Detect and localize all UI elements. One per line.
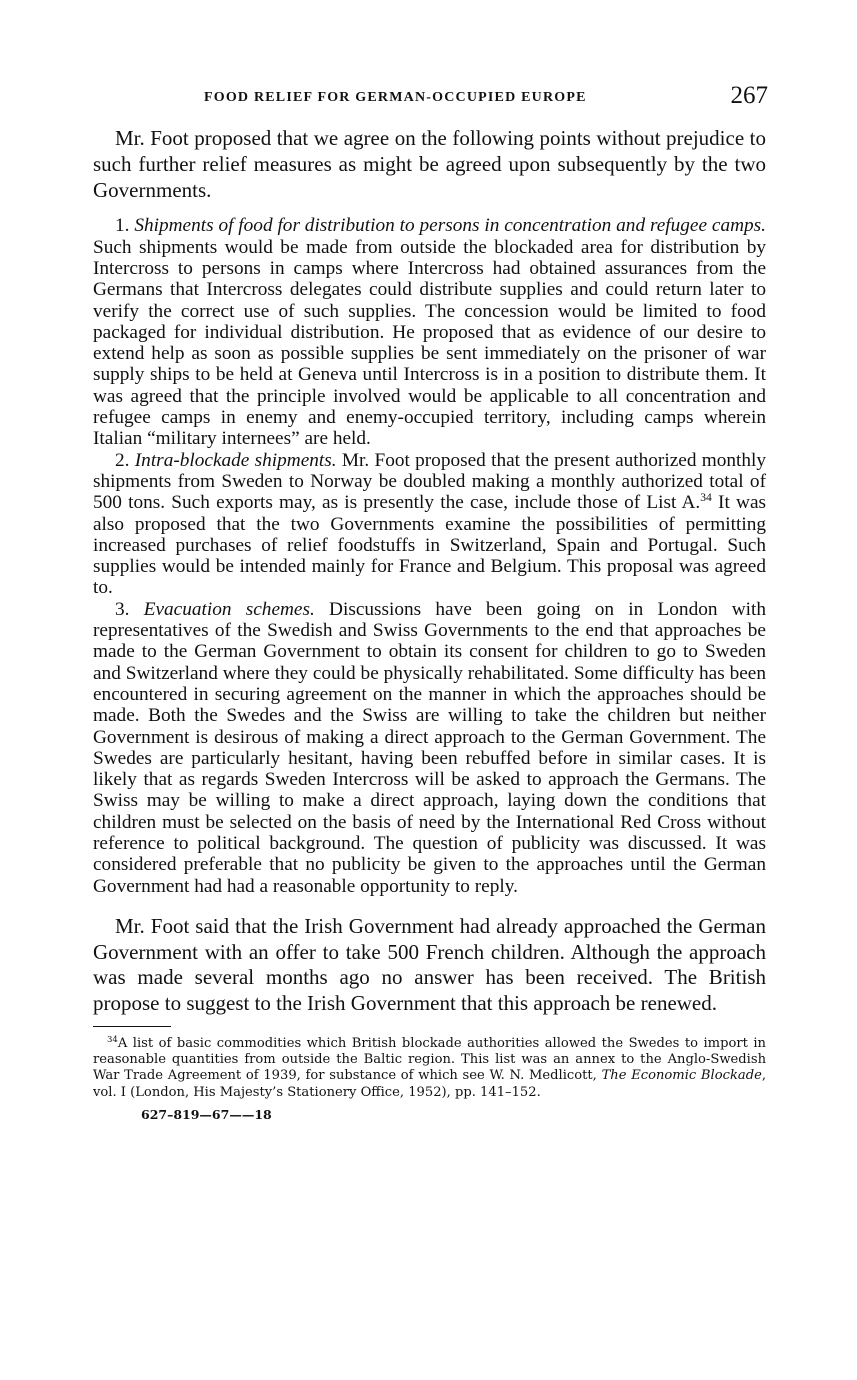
footnote-ref-34[interactable]: 34 xyxy=(700,491,712,505)
footnote-book-title: The Economic Blockade xyxy=(601,1068,762,1084)
page-body xyxy=(93,126,766,1122)
point-2-text-continued: It was also proposed that the two Governments examine the possibilities of permitting increased purchases of relief foodstuffs in Switzerland, Spain and Portugal. Such supplies would be intended mainly for France and Belgium. This proposal was agreed to. xyxy=(93,492,767,599)
closing-paragraph: Mr. Foot said that the Irish Government had already approached the German Government with an offer to take 500 French children. Although the approach was made several months ago no answer has been received. The British propose to suggest to the Irish Government that this approach be renewed. xyxy=(93,913,766,1016)
point-2-text: Mr. Foot proposed that the present authorized monthly shipments from Sweden to Norway be doubled making a monthly authorized total of 500 tons. Such exports may, as is presently the case, include those of List A. xyxy=(93,449,767,514)
footnote-marker: 34 xyxy=(107,1034,118,1045)
point-1-heading: Shipments of food for distribution to persons in concentration and refugee camps. xyxy=(134,215,766,237)
point-2-number: 2. xyxy=(115,449,130,471)
point-1-number: 1. xyxy=(115,215,130,237)
point-1-text: Such shipments would be made from outside the blockaded area for distribution by Intercross to persons in camps where Intercross had obtained assurances from the Germans that Intercross delegates could distribute supplies and could return later to verify the correct use of such supplies. The concession would be limited to food packaged for individual distribution. He proposed that as evidence of our desire to extend help as soon as possible supplies be sent immediately on the prisoner of war supply ships to be held at Geneva until Intercross is in a position to distribute them. It was agreed that the principle involved would be applicable to all concentration and refugee camps in enemy and enemy-occupied territory, including camps wherein Italian “military internees” are held. xyxy=(93,236,766,450)
page-number: 267 xyxy=(730,82,768,109)
point-3-number: 3. xyxy=(115,598,130,620)
footnote-34 xyxy=(93,1036,766,1101)
footnote-text-continued: , vol. I (London, His Majesty’s Stationery Office, 1952), pp. 141–152. xyxy=(93,1068,767,1100)
point-2-paragraph xyxy=(93,450,766,599)
running-head: FOOD RELIEF FOR GERMAN-OCCUPIED EUROPE xyxy=(204,90,587,105)
footnote-text: A list of basic commodities which British blockade authorities allowed the Swedes to import in reasonable quantities from outside the Baltic region. This list was an annex to the Anglo-Swedish War Trade Agreement of 1939, for substance of which see W. N. Medlicott, xyxy=(93,1036,766,1084)
point-3-text: Discussions have been going on in London with representatives of the Swedish and Swiss Governments to the end that approaches be made to the German Government to obtain its consent for children to go to Sweden and Switzerland where they could be physically rehabilitated. Some difficulty has been encountered in securing agreement on the manner in which the approaches should be made. Both the Swedes and the Swiss are willing to take the children but neither Government is desirous of making a direct approach to the German Government. The Swedes are particularly hesitant, having been rebuffed before in similar cases. It is likely that as regards Sweden Intercross will be asked to approach the Germans. The Swiss may be willing to make a direct approach, laying down the conditions that children must be selected on the basis of need by the International Red Cross without reference to political background. The question of publicity was discussed. It was considered preferable that no publicity be given to the approaches until the German Government had had a reasonable opportunity to reply. xyxy=(93,598,766,897)
footnote-divider xyxy=(93,1026,171,1027)
point-3-heading: Evacuation schemes. xyxy=(143,598,315,620)
intro-paragraph: Mr. Foot proposed that we agree on the following points without prejudice to such further relief measures as might be agreed upon subsequently by the two Governments. xyxy=(93,126,766,202)
point-2-heading: Intra-blockade shipments. xyxy=(134,449,337,471)
point-3-paragraph xyxy=(93,599,766,897)
printer-imprint: 627–819—67——18 xyxy=(141,1106,272,1122)
page-header xyxy=(92,82,768,112)
point-1-paragraph xyxy=(93,215,766,449)
